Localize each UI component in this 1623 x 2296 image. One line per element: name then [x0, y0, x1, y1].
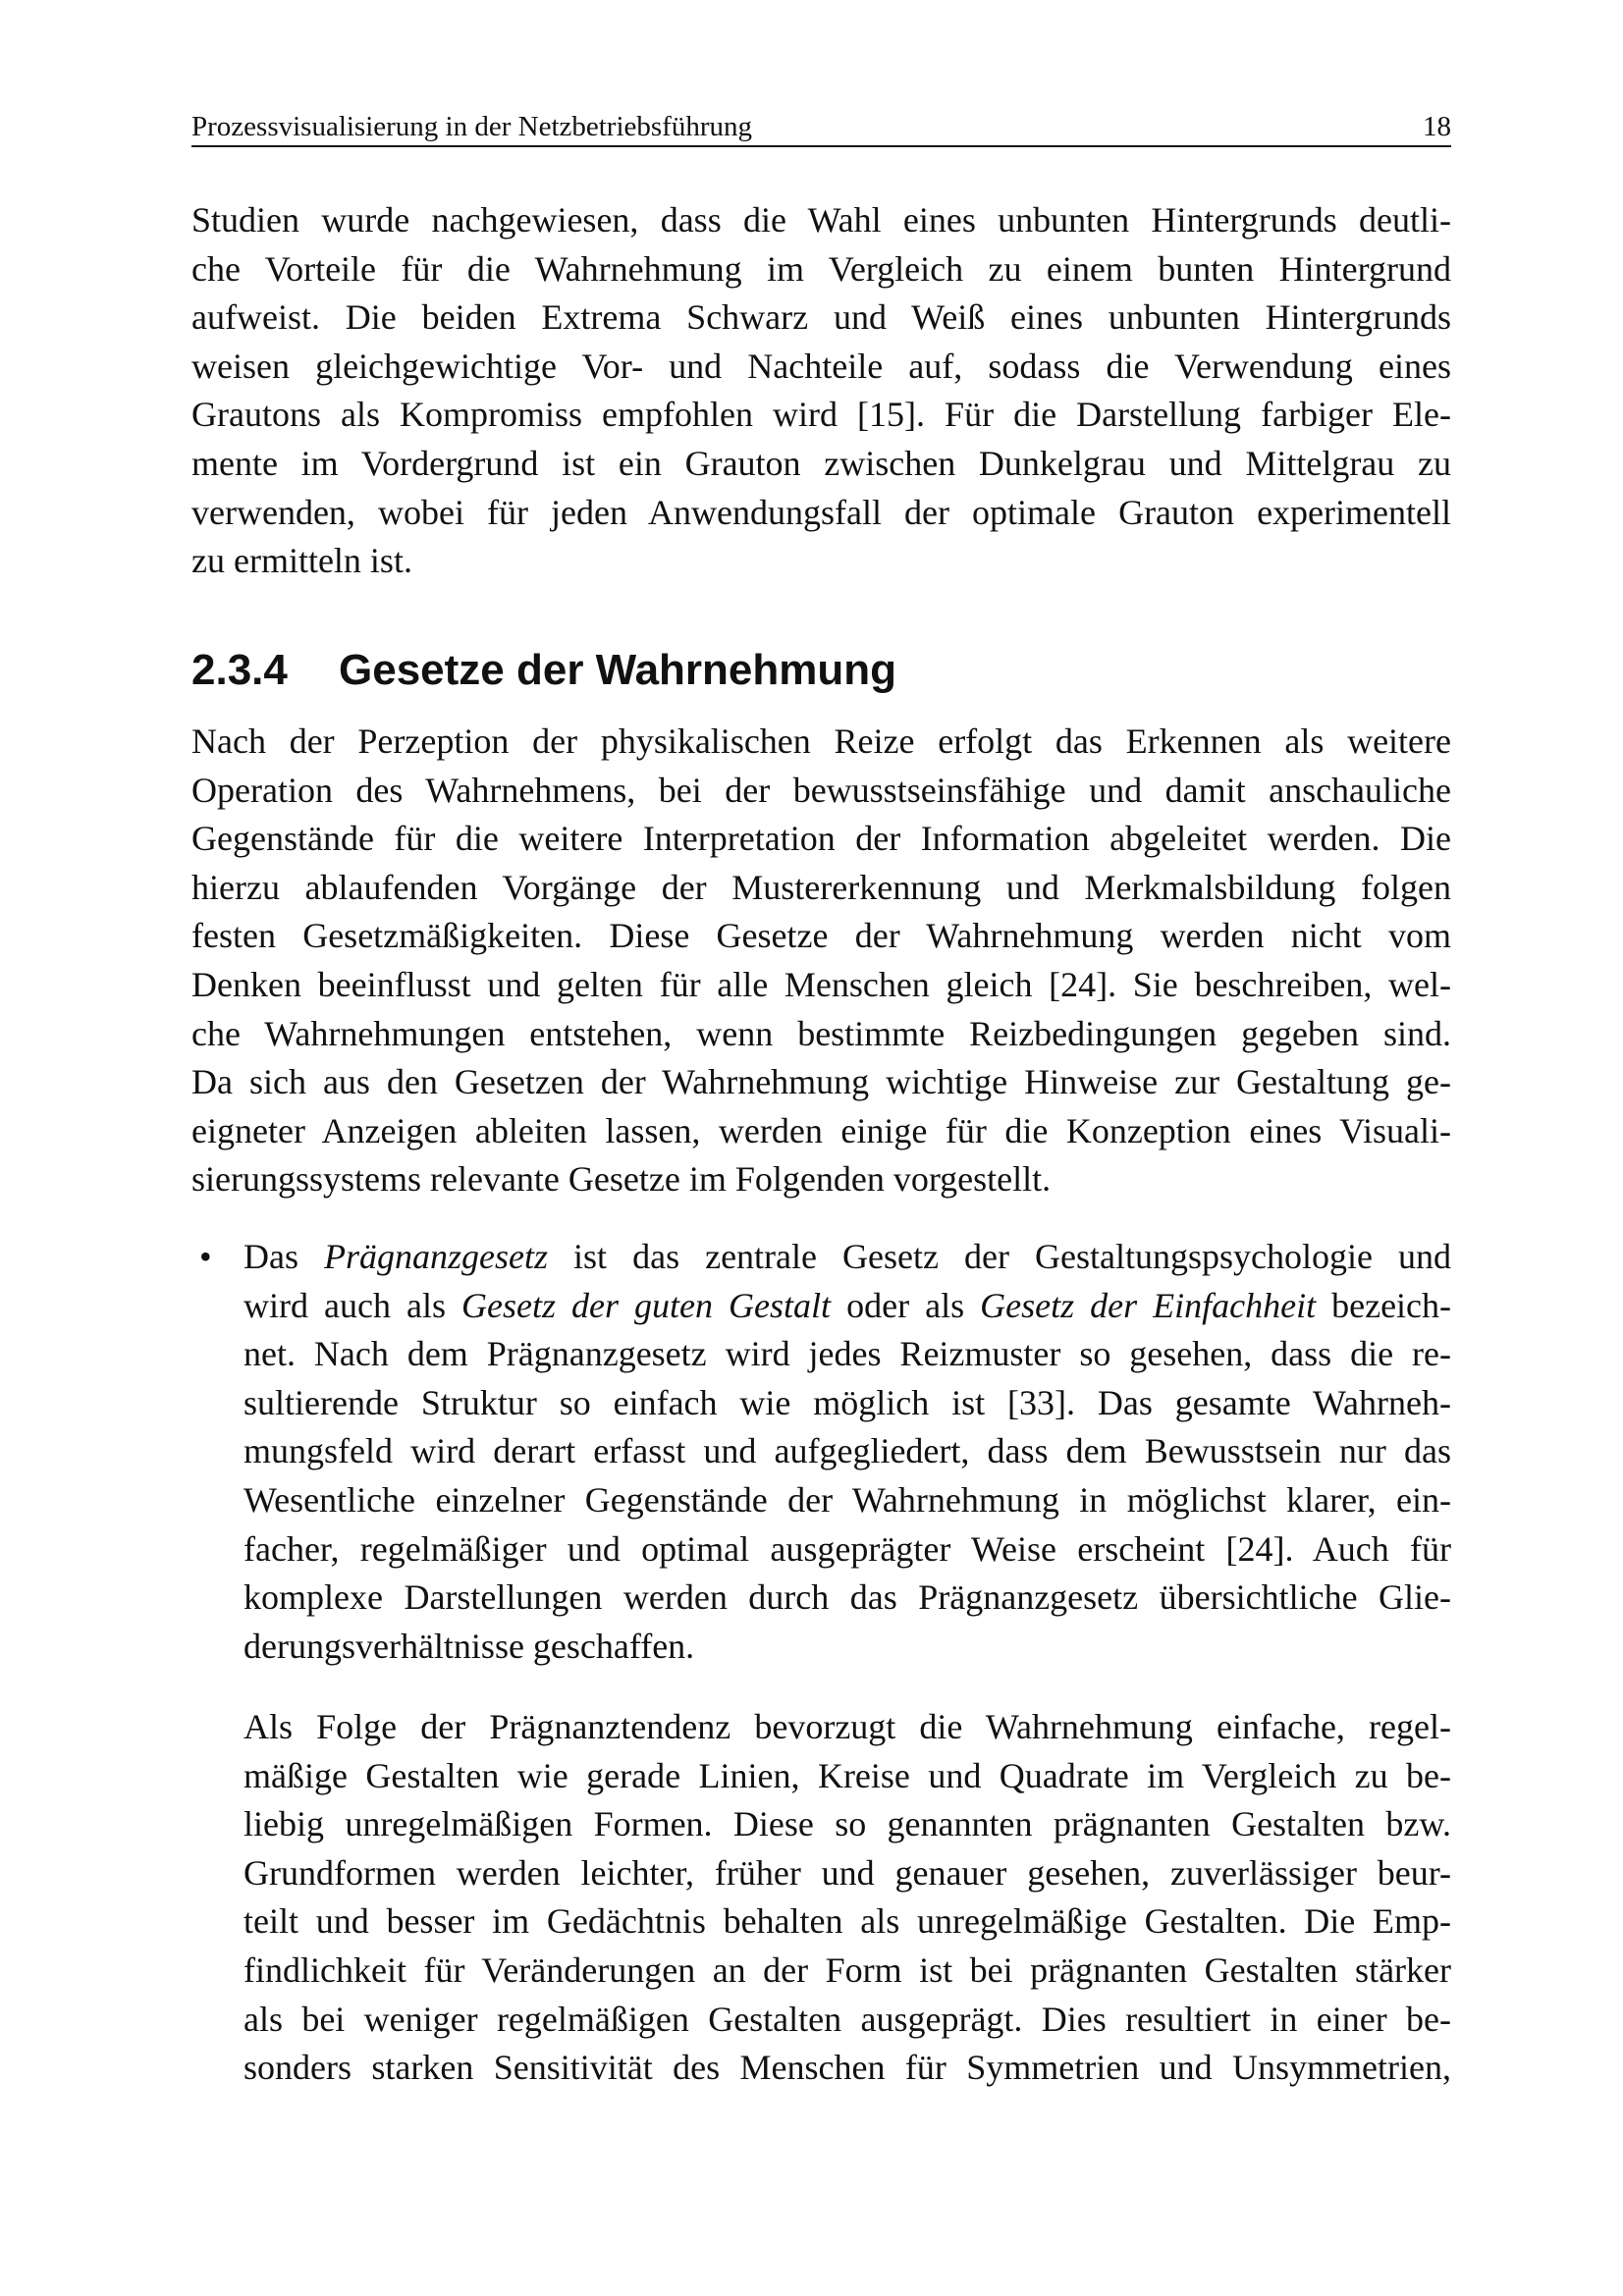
text-run: Das — [243, 1237, 325, 1276]
text-line: zu ermitteln ist. — [191, 541, 412, 581]
text-line: sonders starken Sensitivität des Menschen für Symmetrien und Unsymmetrien, — [243, 2048, 1451, 2088]
text-line: Da sich aus den Gesetzen der Wahrnehmung wichtige Hinweise zur Gestaltung ge- — [191, 1062, 1451, 1102]
text-line: Operation des Wahrnehmens, bei der bewusstseinsfähige und damit anschauliche — [191, 770, 1451, 810]
text-line: liebig unregelmäßigen Formen. Diese so genannten prägnanten Gestalten bzw. — [243, 1804, 1451, 1844]
term-italic: Prägnanzgesetz — [324, 1237, 549, 1276]
text-line: findlichkeit für Veränderungen an der Form ist bei prägnanten Gestalten stärker — [243, 1949, 1451, 1990]
page-number: 18 — [1423, 111, 1451, 142]
term-italic: Gesetz der Einfachheit — [980, 1285, 1317, 1325]
text-line: eigneter Anzeigen ableiten lassen, werden einige für die Konzeption eines Visuali- — [191, 1110, 1451, 1150]
text-line: Grundformen werden leichter, früher und genauer gesehen, zuverlässiger beur- — [243, 1852, 1451, 1893]
text-line: mäßige Gestalten wie gerade Linien, Kreise und Quadrate im Vergleich zu be- — [243, 1755, 1451, 1795]
text-line: verwenden, wobei für jeden Anwendungsfall der optimale Grauton experimentell — [191, 492, 1451, 532]
text-line: komplexe Darstellungen werden durch das Prägnanzgesetz übersichtliche Glie- — [243, 1577, 1451, 1618]
section-title: Gesetze der Wahrnehmung — [339, 646, 897, 694]
text-line: Grautons als Kompromiss empfohlen wird [15]. Für die Darstellung farbiger Ele- — [191, 395, 1451, 435]
header-title: Prozessvisualisierung in der Netzbetriebsführung — [191, 111, 752, 142]
section-heading — [191, 643, 896, 698]
running-header — [191, 106, 1451, 147]
section-number: 2.3.4 — [191, 646, 288, 694]
text-line — [243, 1282, 1451, 1331]
bullet-paragraph — [243, 1233, 1451, 1671]
text-line: Als Folge der Prägnanztendenz bevorzugt die Wahrnehmung einfache, regel- — [243, 1707, 1451, 1746]
text-run: ist das zentrale Gesetz der Gestaltungspsychologie und — [548, 1237, 1451, 1276]
text-line: Nach der Perzeption der physikalischen Reize erfolgt das Erkennen als weitere — [191, 721, 1451, 761]
text-line: hierzu ablaufenden Vorgänge der Mustererkennung und Merkmalsbildung folgen — [191, 867, 1451, 907]
text-line: net. Nach dem Prägnanzgesetz wird jedes Reizmuster so gesehen, dass die re- — [243, 1334, 1451, 1374]
text-run: wird auch als — [243, 1285, 462, 1325]
text-line: aufweist. Die beiden Extrema Schwarz und Weiß eines unbunten Hintergrunds — [191, 297, 1451, 338]
text-run: bezeich- — [1316, 1285, 1452, 1325]
text-line: Denken beeinflusst und gelten für alle Menschen gleich [24]. Sie beschreiben, wel- — [191, 964, 1451, 1004]
paragraph-intro — [191, 196, 1451, 586]
text-line: derungsverhältnisse geschaffen. — [243, 1626, 695, 1666]
text-line: festen Gesetzmäßigkeiten. Diese Gesetze der Wahrnehmung werden nicht vom — [191, 916, 1451, 956]
text-line: Wesentliche einzelner Gegenstände der Wahrnehmung in möglichst klarer, ein- — [243, 1479, 1451, 1520]
text-line — [243, 1233, 1451, 1282]
bullet-icon: • — [199, 1237, 212, 1276]
paragraph-perception-laws — [191, 718, 1451, 1204]
bullet-continuation-paragraph — [243, 1703, 1451, 2093]
text-line: facher, regelmäßiger und optimal ausgeprägter Weise erscheint [24]. Auch für — [243, 1528, 1451, 1569]
text-line: che Wahrnehmungen entstehen, wenn bestimmte Reizbedingungen gegeben sind. — [191, 1013, 1451, 1053]
text-line: weisen gleichgewichtige Vor- und Nachteile auf, sodass die Verwendung eines — [191, 346, 1451, 386]
text-line: mente im Vordergrund ist ein Grauton zwischen Dunkelgrau und Mittelgrau zu — [191, 443, 1451, 483]
text-line: Gegenstände für die weitere Interpretation der Information abgeleitet werden. Die — [191, 819, 1451, 859]
text-line: Studien wurde nachgewiesen, dass die Wahl eines unbunten Hintergrunds deutli- — [191, 200, 1451, 240]
term-italic: Gesetz der guten Gestalt — [461, 1285, 832, 1325]
text-line: sierungssystems relevante Gesetze im Folgenden vorgestellt. — [191, 1159, 1052, 1200]
text-line: che Vorteile für die Wahrnehmung im Vergleich zu einem bunten Hintergrund — [191, 248, 1451, 289]
text-line: teilt und besser im Gedächtnis behalten als unregelmäßige Gestalten. Die Emp- — [243, 1901, 1451, 1942]
text-line: mungsfeld wird derart erfasst und aufgegliedert, dass dem Bewusstsein nur das — [243, 1431, 1451, 1471]
text-line: sultierende Struktur so einfach wie möglich ist [33]. Das gesamte Wahrneh- — [243, 1382, 1451, 1422]
text-line: als bei weniger regelmäßigen Gestalten ausgeprägt. Dies resultiert in einer be- — [243, 1999, 1451, 2039]
text-run: oder als — [831, 1285, 981, 1325]
